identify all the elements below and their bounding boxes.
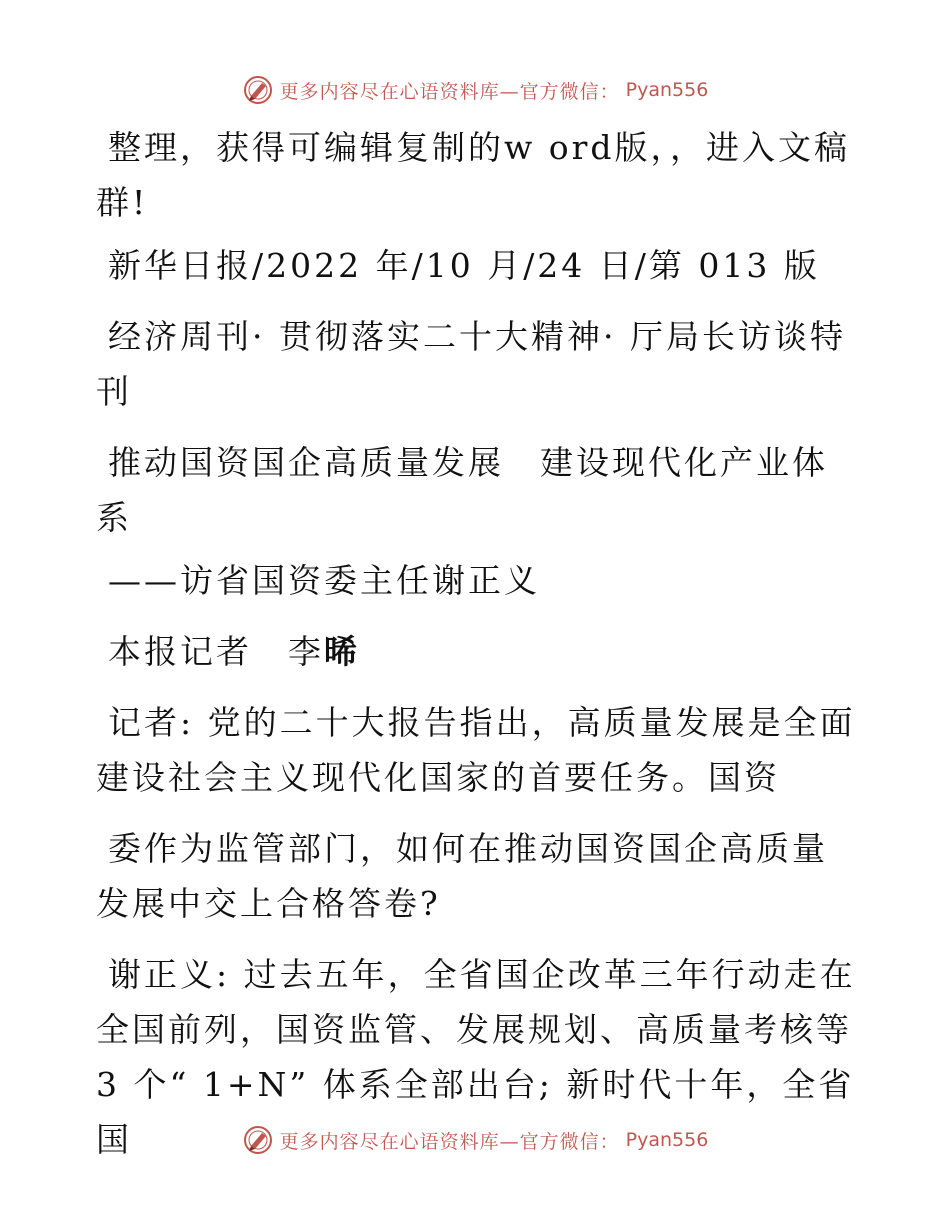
- column-line: 经济周刊· 贯彻落实二十大精神· 厅局长访谈特刊: [96, 317, 846, 411]
- footer-watermark: [0, 1120, 950, 1160]
- watermark-wechat-id: Pyan556: [625, 1129, 709, 1151]
- intro-note: 整理，获得可编辑复制的w ord版，，进入文稿群!: [96, 128, 851, 222]
- article-subtitle: ——访省国资委主任谢正义: [108, 561, 540, 600]
- watermark-text: 更多内容尽在心语资料库—官方微信：: [279, 80, 620, 103]
- stamp-logo-icon: [242, 1124, 274, 1156]
- source-line: 新华日报/2022 年/10 月/24 日/第 013 版: [108, 246, 820, 285]
- byline-name-end: 晞: [324, 632, 360, 671]
- stamp-logo-icon: [242, 74, 274, 106]
- byline-label: 本报记者 李: [108, 632, 324, 671]
- header-watermark: [0, 70, 950, 110]
- article-title: 推动国资国企高质量发展 建设现代化产业体系: [96, 443, 828, 537]
- watermark-text: 更多内容尽在心语资料库—官方微信：: [279, 1130, 620, 1153]
- reporter-question-part2: 委作为监管部门，如何在推动国资国企高质量发展中交上合格答卷?: [96, 829, 828, 923]
- document-body: [96, 120, 856, 1183]
- byline: [96, 624, 856, 679]
- reporter-question-part1: 记者: 党的二十大报告指出，高质量发展是全面建设社会主义现代化国家的首要任务。国资: [96, 703, 856, 797]
- watermark-wechat-id: Pyan556: [625, 79, 709, 101]
- answer-paragraph: 谢正义: 过去五年，全省国企改革三年行动走在全国前列，国资监管、发展规划、高质量考核等 3 个“ 1+N” 体系全部出台; 新时代十年，全省国: [96, 955, 856, 1159]
